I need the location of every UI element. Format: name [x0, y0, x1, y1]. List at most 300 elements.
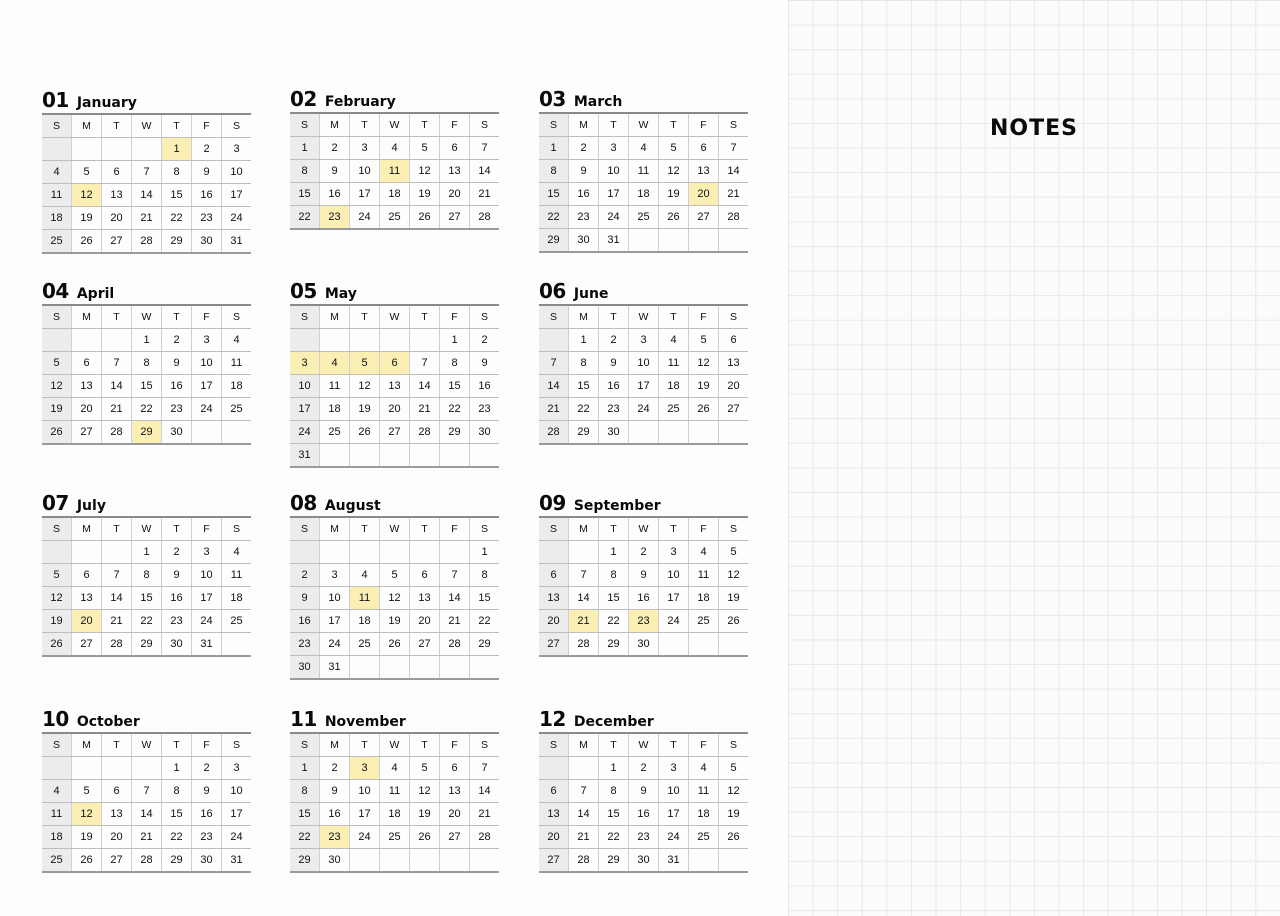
day-cell[interactable]: 25 [629, 206, 659, 229]
day-cell[interactable]: 10 [222, 780, 252, 803]
day-cell[interactable]: 9 [162, 564, 192, 587]
day-cell[interactable]: 9 [470, 352, 500, 375]
day-cell[interactable]: 2 [290, 564, 320, 587]
day-cell[interactable]: 5 [42, 564, 72, 587]
day-cell[interactable]: 30 [192, 849, 222, 873]
day-cell[interactable]: 9 [192, 780, 222, 803]
day-cell[interactable]: 1 [599, 757, 629, 780]
day-cell[interactable]: 30 [162, 633, 192, 657]
day-cell[interactable]: 19 [42, 610, 72, 633]
day-cell[interactable]: 23 [192, 826, 222, 849]
day-cell[interactable]: 8 [599, 780, 629, 803]
day-cell[interactable]: 11 [689, 564, 719, 587]
day-cell[interactable]: 11 [689, 780, 719, 803]
day-cell[interactable]: 29 [162, 849, 192, 873]
day-cell[interactable]: 26 [72, 230, 102, 254]
day-cell[interactable]: 8 [440, 352, 470, 375]
day-cell[interactable]: 8 [569, 352, 599, 375]
day-cell[interactable]: 27 [689, 206, 719, 229]
day-cell[interactable]: 28 [102, 421, 132, 445]
day-cell[interactable]: 12 [42, 375, 72, 398]
day-cell[interactable]: 24 [350, 206, 380, 230]
day-cell[interactable]: 6 [410, 564, 440, 587]
day-cell[interactable]: 5 [42, 352, 72, 375]
day-cell[interactable]: 19 [380, 610, 410, 633]
day-cell[interactable]: 31 [599, 229, 629, 253]
day-cell[interactable]: 17 [599, 183, 629, 206]
day-cell[interactable]: 1 [599, 541, 629, 564]
day-cell[interactable]: 13 [689, 160, 719, 183]
day-cell[interactable]: 20 [72, 610, 102, 633]
day-cell[interactable]: 17 [192, 375, 222, 398]
day-cell[interactable]: 28 [440, 633, 470, 656]
day-cell[interactable]: 28 [470, 826, 500, 849]
day-cell[interactable]: 5 [72, 780, 102, 803]
day-cell[interactable]: 18 [380, 183, 410, 206]
day-cell[interactable]: 2 [629, 541, 659, 564]
day-cell[interactable]: 28 [569, 849, 599, 873]
day-cell[interactable]: 9 [599, 352, 629, 375]
day-cell[interactable]: 22 [569, 398, 599, 421]
day-cell[interactable]: 8 [599, 564, 629, 587]
day-cell[interactable]: 7 [410, 352, 440, 375]
day-cell[interactable]: 21 [470, 803, 500, 826]
day-cell[interactable]: 27 [102, 849, 132, 873]
day-cell[interactable]: 14 [132, 803, 162, 826]
day-cell[interactable]: 9 [629, 780, 659, 803]
day-cell[interactable]: 4 [42, 780, 72, 803]
day-cell[interactable]: 17 [659, 587, 689, 610]
day-cell[interactable]: 8 [539, 160, 569, 183]
day-cell[interactable]: 15 [470, 587, 500, 610]
day-cell[interactable]: 29 [569, 421, 599, 445]
day-cell[interactable]: 26 [42, 421, 72, 445]
day-cell[interactable]: 28 [102, 633, 132, 657]
day-cell[interactable]: 24 [222, 826, 252, 849]
day-cell[interactable]: 23 [569, 206, 599, 229]
day-cell[interactable]: 15 [162, 803, 192, 826]
day-cell[interactable]: 11 [380, 160, 410, 183]
day-cell[interactable]: 25 [689, 826, 719, 849]
day-cell[interactable]: 27 [72, 633, 102, 657]
day-cell[interactable]: 22 [162, 207, 192, 230]
day-cell[interactable]: 22 [290, 826, 320, 849]
day-cell[interactable]: 10 [192, 352, 222, 375]
day-cell[interactable]: 1 [162, 757, 192, 780]
day-cell[interactable]: 12 [380, 587, 410, 610]
day-cell[interactable]: 18 [689, 803, 719, 826]
day-cell[interactable]: 4 [380, 137, 410, 160]
day-cell[interactable]: 19 [350, 398, 380, 421]
day-cell[interactable]: 8 [290, 780, 320, 803]
day-cell[interactable]: 30 [162, 421, 192, 445]
day-cell[interactable]: 5 [410, 757, 440, 780]
day-cell[interactable]: 17 [320, 610, 350, 633]
day-cell[interactable]: 18 [689, 587, 719, 610]
day-cell[interactable]: 15 [132, 375, 162, 398]
day-cell[interactable]: 16 [320, 183, 350, 206]
day-cell[interactable]: 21 [410, 398, 440, 421]
day-cell[interactable]: 28 [539, 421, 569, 445]
day-cell[interactable]: 24 [659, 610, 689, 633]
day-cell[interactable]: 1 [290, 757, 320, 780]
day-cell[interactable]: 22 [132, 398, 162, 421]
day-cell[interactable]: 18 [320, 398, 350, 421]
day-cell[interactable]: 20 [102, 826, 132, 849]
day-cell[interactable]: 4 [629, 137, 659, 160]
day-cell[interactable]: 1 [440, 329, 470, 352]
day-cell[interactable]: 12 [719, 564, 749, 587]
day-cell[interactable]: 25 [42, 230, 72, 254]
day-cell[interactable]: 18 [380, 803, 410, 826]
day-cell[interactable]: 7 [102, 352, 132, 375]
day-cell[interactable]: 6 [72, 352, 102, 375]
day-cell[interactable]: 16 [192, 803, 222, 826]
day-cell[interactable]: 6 [72, 564, 102, 587]
day-cell[interactable]: 22 [599, 610, 629, 633]
day-cell[interactable]: 11 [42, 184, 72, 207]
day-cell[interactable]: 13 [440, 780, 470, 803]
day-cell[interactable]: 7 [539, 352, 569, 375]
day-cell[interactable]: 17 [350, 803, 380, 826]
day-cell[interactable]: 31 [192, 633, 222, 657]
day-cell[interactable]: 26 [689, 398, 719, 421]
day-cell[interactable]: 26 [659, 206, 689, 229]
day-cell[interactable]: 5 [350, 352, 380, 375]
day-cell[interactable]: 6 [380, 352, 410, 375]
day-cell[interactable]: 27 [440, 826, 470, 849]
day-cell[interactable]: 1 [569, 329, 599, 352]
day-cell[interactable]: 17 [290, 398, 320, 421]
day-cell[interactable]: 16 [599, 375, 629, 398]
day-cell[interactable]: 11 [659, 352, 689, 375]
day-cell[interactable]: 20 [72, 398, 102, 421]
day-cell[interactable]: 12 [719, 780, 749, 803]
day-cell[interactable]: 12 [410, 780, 440, 803]
day-cell[interactable]: 18 [659, 375, 689, 398]
day-cell[interactable]: 27 [380, 421, 410, 444]
day-cell[interactable]: 11 [42, 803, 72, 826]
day-cell[interactable]: 17 [629, 375, 659, 398]
day-cell[interactable]: 15 [132, 587, 162, 610]
day-cell[interactable]: 22 [132, 610, 162, 633]
day-cell[interactable]: 13 [72, 375, 102, 398]
day-cell[interactable]: 1 [132, 541, 162, 564]
day-cell[interactable]: 11 [629, 160, 659, 183]
day-cell[interactable]: 10 [290, 375, 320, 398]
day-cell[interactable]: 2 [569, 137, 599, 160]
day-cell[interactable]: 20 [539, 610, 569, 633]
notes-panel[interactable] [788, 0, 1280, 916]
day-cell[interactable]: 2 [192, 138, 222, 161]
day-cell[interactable]: 29 [132, 421, 162, 445]
day-cell[interactable]: 29 [290, 849, 320, 873]
day-cell[interactable]: 14 [470, 780, 500, 803]
day-cell[interactable]: 8 [132, 352, 162, 375]
day-cell[interactable]: 30 [320, 849, 350, 873]
day-cell[interactable]: 17 [350, 183, 380, 206]
day-cell[interactable]: 4 [42, 161, 72, 184]
day-cell[interactable]: 12 [350, 375, 380, 398]
day-cell[interactable]: 31 [222, 230, 252, 254]
day-cell[interactable]: 14 [132, 184, 162, 207]
day-cell[interactable]: 23 [162, 610, 192, 633]
day-cell[interactable]: 13 [410, 587, 440, 610]
day-cell[interactable]: 16 [629, 587, 659, 610]
day-cell[interactable]: 20 [440, 183, 470, 206]
day-cell[interactable]: 17 [222, 803, 252, 826]
day-cell[interactable]: 19 [410, 183, 440, 206]
day-cell[interactable]: 19 [659, 183, 689, 206]
day-cell[interactable]: 5 [659, 137, 689, 160]
day-cell[interactable]: 12 [410, 160, 440, 183]
day-cell[interactable]: 1 [162, 138, 192, 161]
day-cell[interactable]: 2 [629, 757, 659, 780]
day-cell[interactable]: 23 [629, 826, 659, 849]
day-cell[interactable]: 27 [719, 398, 749, 421]
day-cell[interactable]: 16 [162, 375, 192, 398]
day-cell[interactable]: 14 [539, 375, 569, 398]
day-cell[interactable]: 10 [350, 160, 380, 183]
day-cell[interactable]: 3 [222, 757, 252, 780]
day-cell[interactable]: 24 [350, 826, 380, 849]
day-cell[interactable]: 5 [719, 757, 749, 780]
day-cell[interactable]: 5 [380, 564, 410, 587]
day-cell[interactable]: 6 [102, 780, 132, 803]
day-cell[interactable]: 5 [410, 137, 440, 160]
day-cell[interactable]: 23 [599, 398, 629, 421]
day-cell[interactable]: 5 [689, 329, 719, 352]
day-cell[interactable]: 15 [440, 375, 470, 398]
day-cell[interactable]: 6 [719, 329, 749, 352]
day-cell[interactable]: 1 [470, 541, 500, 564]
day-cell[interactable]: 19 [72, 207, 102, 230]
day-cell[interactable]: 27 [72, 421, 102, 445]
day-cell[interactable]: 12 [689, 352, 719, 375]
day-cell[interactable]: 24 [290, 421, 320, 444]
day-cell[interactable]: 9 [569, 160, 599, 183]
day-cell[interactable]: 20 [719, 375, 749, 398]
day-cell[interactable]: 7 [440, 564, 470, 587]
day-cell[interactable]: 5 [72, 161, 102, 184]
day-cell[interactable]: 12 [72, 803, 102, 826]
day-cell[interactable]: 10 [659, 780, 689, 803]
day-cell[interactable]: 19 [72, 826, 102, 849]
day-cell[interactable]: 13 [72, 587, 102, 610]
day-cell[interactable]: 6 [689, 137, 719, 160]
day-cell[interactable]: 19 [719, 803, 749, 826]
day-cell[interactable]: 6 [539, 780, 569, 803]
day-cell[interactable]: 11 [222, 564, 252, 587]
day-cell[interactable]: 19 [410, 803, 440, 826]
day-cell[interactable]: 30 [290, 656, 320, 680]
day-cell[interactable]: 18 [350, 610, 380, 633]
day-cell[interactable]: 3 [599, 137, 629, 160]
day-cell[interactable]: 6 [440, 137, 470, 160]
day-cell[interactable]: 18 [42, 207, 72, 230]
day-cell[interactable]: 4 [659, 329, 689, 352]
day-cell[interactable]: 15 [599, 587, 629, 610]
day-cell[interactable]: 6 [440, 757, 470, 780]
day-cell[interactable]: 18 [222, 375, 252, 398]
day-cell[interactable]: 15 [599, 803, 629, 826]
day-cell[interactable]: 25 [350, 633, 380, 656]
day-cell[interactable]: 3 [350, 757, 380, 780]
day-cell[interactable]: 22 [162, 826, 192, 849]
day-cell[interactable]: 14 [470, 160, 500, 183]
day-cell[interactable]: 8 [162, 161, 192, 184]
day-cell[interactable]: 4 [222, 541, 252, 564]
day-cell[interactable]: 18 [42, 826, 72, 849]
day-cell[interactable]: 7 [569, 780, 599, 803]
day-cell[interactable]: 12 [72, 184, 102, 207]
day-cell[interactable]: 12 [42, 587, 72, 610]
day-cell[interactable]: 26 [380, 633, 410, 656]
day-cell[interactable]: 1 [539, 137, 569, 160]
day-cell[interactable]: 24 [659, 826, 689, 849]
day-cell[interactable]: 9 [320, 160, 350, 183]
day-cell[interactable]: 26 [410, 826, 440, 849]
day-cell[interactable]: 3 [290, 352, 320, 375]
day-cell[interactable]: 2 [162, 541, 192, 564]
day-cell[interactable]: 24 [192, 610, 222, 633]
day-cell[interactable]: 14 [440, 587, 470, 610]
day-cell[interactable]: 21 [470, 183, 500, 206]
day-cell[interactable]: 15 [162, 184, 192, 207]
day-cell[interactable]: 30 [569, 229, 599, 253]
day-cell[interactable]: 3 [192, 541, 222, 564]
day-cell[interactable]: 29 [162, 230, 192, 254]
day-cell[interactable]: 27 [539, 849, 569, 873]
day-cell[interactable]: 29 [539, 229, 569, 253]
day-cell[interactable]: 17 [192, 587, 222, 610]
day-cell[interactable]: 16 [320, 803, 350, 826]
day-cell[interactable]: 21 [539, 398, 569, 421]
day-cell[interactable]: 25 [380, 826, 410, 849]
day-cell[interactable]: 23 [320, 206, 350, 230]
day-cell[interactable]: 16 [569, 183, 599, 206]
day-cell[interactable]: 8 [470, 564, 500, 587]
day-cell[interactable]: 9 [629, 564, 659, 587]
day-cell[interactable]: 13 [539, 803, 569, 826]
day-cell[interactable]: 27 [440, 206, 470, 230]
day-cell[interactable]: 13 [102, 184, 132, 207]
day-cell[interactable]: 30 [629, 849, 659, 873]
day-cell[interactable]: 9 [320, 780, 350, 803]
day-cell[interactable]: 18 [222, 587, 252, 610]
day-cell[interactable]: 10 [320, 587, 350, 610]
day-cell[interactable]: 30 [470, 421, 500, 444]
day-cell[interactable]: 3 [222, 138, 252, 161]
day-cell[interactable]: 9 [290, 587, 320, 610]
day-cell[interactable]: 25 [222, 610, 252, 633]
day-cell[interactable]: 21 [102, 610, 132, 633]
day-cell[interactable]: 23 [320, 826, 350, 849]
day-cell[interactable]: 27 [102, 230, 132, 254]
day-cell[interactable]: 4 [380, 757, 410, 780]
day-cell[interactable]: 23 [290, 633, 320, 656]
day-cell[interactable]: 7 [470, 757, 500, 780]
day-cell[interactable]: 24 [222, 207, 252, 230]
day-cell[interactable]: 2 [320, 757, 350, 780]
day-cell[interactable]: 15 [290, 183, 320, 206]
day-cell[interactable]: 15 [569, 375, 599, 398]
day-cell[interactable]: 1 [290, 137, 320, 160]
day-cell[interactable]: 4 [689, 757, 719, 780]
day-cell[interactable]: 22 [539, 206, 569, 229]
day-cell[interactable]: 6 [102, 161, 132, 184]
day-cell[interactable]: 3 [192, 329, 222, 352]
day-cell[interactable]: 14 [719, 160, 749, 183]
day-cell[interactable]: 29 [599, 849, 629, 873]
day-cell[interactable]: 26 [410, 206, 440, 230]
day-cell[interactable]: 13 [539, 587, 569, 610]
day-cell[interactable]: 7 [470, 137, 500, 160]
day-cell[interactable]: 10 [599, 160, 629, 183]
day-cell[interactable]: 10 [192, 564, 222, 587]
day-cell[interactable]: 20 [380, 398, 410, 421]
day-cell[interactable]: 29 [132, 633, 162, 657]
day-cell[interactable]: 31 [659, 849, 689, 873]
day-cell[interactable]: 4 [320, 352, 350, 375]
day-cell[interactable]: 31 [290, 444, 320, 468]
day-cell[interactable]: 21 [569, 610, 599, 633]
day-cell[interactable]: 16 [470, 375, 500, 398]
day-cell[interactable]: 21 [569, 826, 599, 849]
day-cell[interactable]: 23 [629, 610, 659, 633]
day-cell[interactable]: 20 [410, 610, 440, 633]
day-cell[interactable]: 7 [569, 564, 599, 587]
day-cell[interactable]: 2 [162, 329, 192, 352]
day-cell[interactable]: 27 [539, 633, 569, 657]
day-cell[interactable]: 14 [569, 803, 599, 826]
day-cell[interactable]: 29 [470, 633, 500, 656]
day-cell[interactable]: 24 [320, 633, 350, 656]
day-cell[interactable]: 28 [410, 421, 440, 444]
day-cell[interactable]: 3 [350, 137, 380, 160]
day-cell[interactable]: 12 [659, 160, 689, 183]
day-cell[interactable]: 24 [599, 206, 629, 229]
day-cell[interactable]: 4 [222, 329, 252, 352]
day-cell[interactable]: 3 [629, 329, 659, 352]
day-cell[interactable]: 31 [320, 656, 350, 680]
day-cell[interactable]: 25 [42, 849, 72, 873]
day-cell[interactable]: 28 [569, 633, 599, 657]
day-cell[interactable]: 8 [290, 160, 320, 183]
day-cell[interactable]: 22 [599, 826, 629, 849]
day-cell[interactable]: 16 [162, 587, 192, 610]
day-cell[interactable]: 23 [162, 398, 192, 421]
day-cell[interactable]: 21 [132, 826, 162, 849]
day-cell[interactable]: 21 [102, 398, 132, 421]
day-cell[interactable]: 10 [659, 564, 689, 587]
day-cell[interactable]: 10 [350, 780, 380, 803]
day-cell[interactable]: 14 [102, 375, 132, 398]
day-cell[interactable]: 30 [599, 421, 629, 445]
day-cell[interactable]: 20 [440, 803, 470, 826]
day-cell[interactable]: 2 [192, 757, 222, 780]
day-cell[interactable]: 7 [132, 161, 162, 184]
day-cell[interactable]: 11 [380, 780, 410, 803]
day-cell[interactable]: 3 [659, 541, 689, 564]
day-cell[interactable]: 28 [719, 206, 749, 229]
day-cell[interactable]: 28 [470, 206, 500, 230]
day-cell[interactable]: 19 [42, 398, 72, 421]
day-cell[interactable]: 11 [320, 375, 350, 398]
day-cell[interactable]: 23 [470, 398, 500, 421]
day-cell[interactable]: 7 [132, 780, 162, 803]
day-cell[interactable]: 26 [719, 610, 749, 633]
